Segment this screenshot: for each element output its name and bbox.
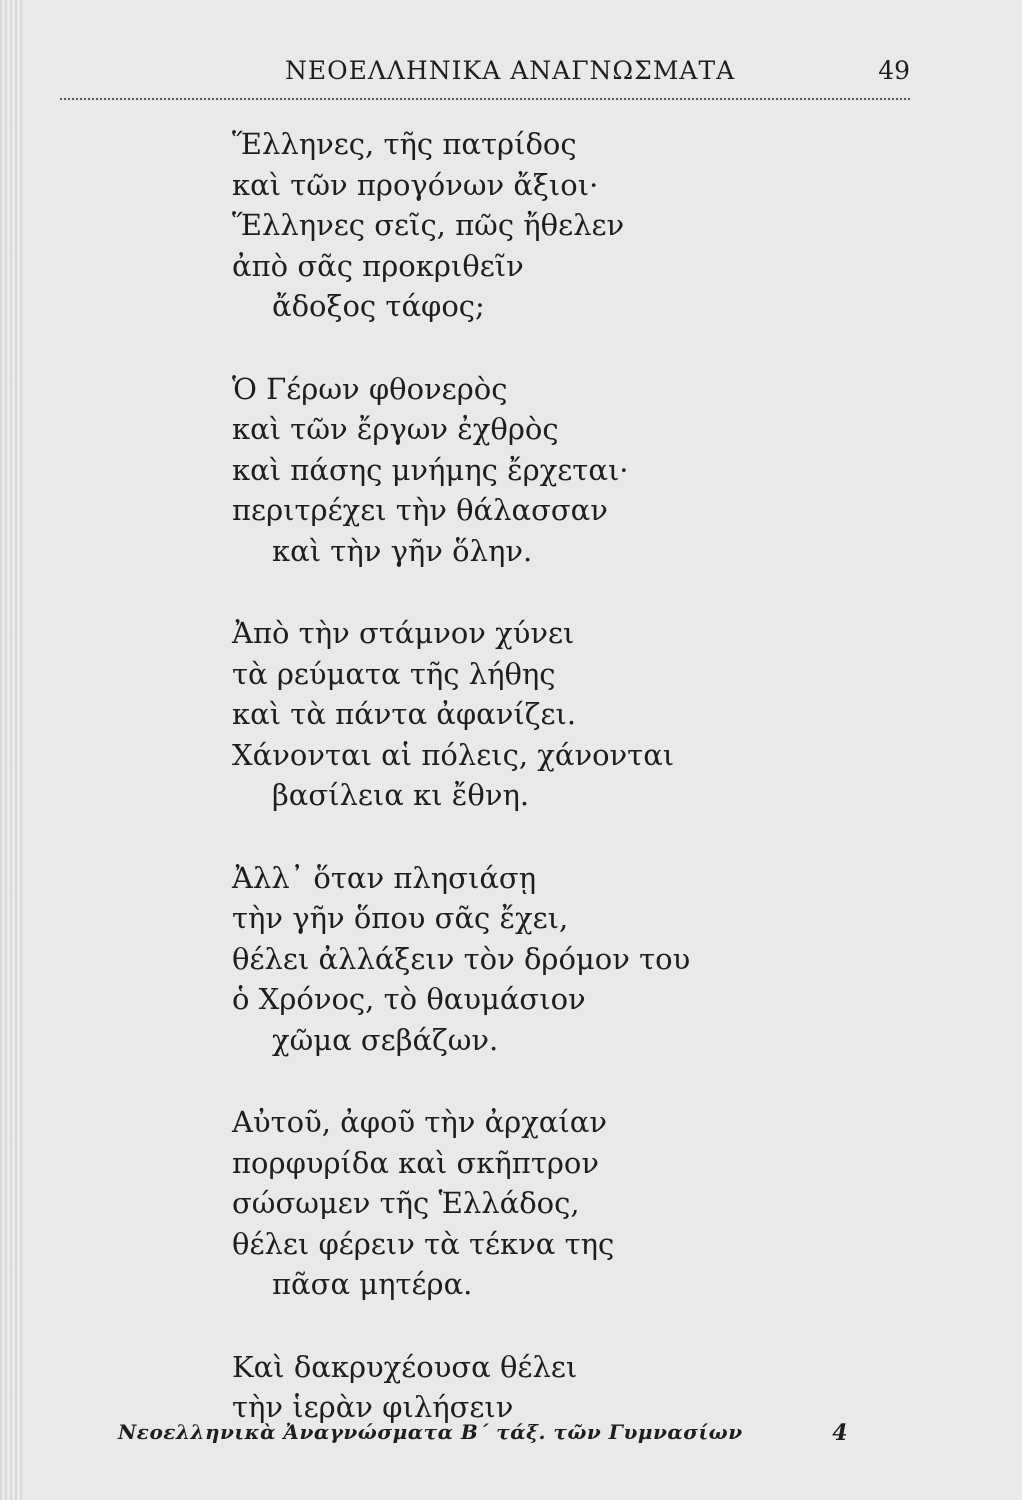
signature-mark: 4 xyxy=(832,1420,848,1446)
stanza-4 xyxy=(232,858,932,1061)
poem-line: Αὐτοῦ, ἀφοῦ τὴν ἀρχαίαν xyxy=(232,1105,607,1139)
stanza-1 xyxy=(232,124,932,327)
poem-line: θέλει φέρειν τὰ τέκνα της xyxy=(232,1226,615,1261)
poem-line: ἄδοξος τάφος; xyxy=(272,289,485,323)
poem-line: τὴν ἱερὰν φιλήσειν xyxy=(232,1390,514,1424)
header-rule xyxy=(60,98,910,100)
poem-line: πᾶσα μητέρα. xyxy=(272,1267,473,1301)
poem-line: σώσωμεν τῆς Ἑλλάδος, xyxy=(232,1186,580,1220)
poem-line: Ὁ Γέρων φθονερὸς xyxy=(232,371,508,406)
poem-line: Ἕλληνες, τῆς πατρίδος xyxy=(232,127,577,161)
poem-line: χῶμα σεβάζων. xyxy=(272,1022,499,1057)
poem xyxy=(232,124,932,1428)
poem-line: βασίλεια κι ἔθνη. xyxy=(272,778,530,812)
poem-line: καὶ τὴν γῆν ὅλην. xyxy=(272,533,533,568)
poem-line: τὴν γῆν ὅπου σᾶς ἔχει, xyxy=(232,901,569,935)
poem-line: καὶ τῶν ἔργων ἐχθρὸς xyxy=(232,412,559,446)
footer xyxy=(118,1420,848,1450)
poem-line: Ἀπὸ τὴν στάμνον χύνει xyxy=(232,616,575,650)
poem-line: Ἕλληνες σεῖς, πῶς ἤθελεν xyxy=(232,208,625,242)
footer-title: Νεοελληνικὰ Ἀναγνώσματα Β΄ τάξ. τῶν Γυμνασίων xyxy=(118,1420,743,1444)
poem-line: πορφυρίδα καὶ σκῆπτρον xyxy=(232,1145,600,1180)
poem-line: ὁ Χρόνος, τὸ θαυμάσιον xyxy=(232,982,586,1016)
poem-line: καὶ τὰ πάντα ἀφανίζει. xyxy=(232,697,577,731)
stanza-5 xyxy=(232,1102,932,1305)
stanza-2 xyxy=(232,369,932,572)
poem-line: Χάνονται αἱ πόλεις, χάνονται xyxy=(232,737,675,772)
poem-line: καὶ τῶν προγόνων ἄξιοι· xyxy=(232,167,599,202)
poem-line: περιτρέχει τὴν θάλασσαν xyxy=(232,493,608,527)
poem-line: τὰ ρεύματα τῆς λήθης xyxy=(232,656,556,691)
page-edge xyxy=(0,0,22,1500)
stanza-6 xyxy=(232,1347,932,1428)
poem-line: Ἀλλ᾿ ὅταν πλησιάσῃ xyxy=(232,860,537,895)
stanza-3 xyxy=(232,613,932,816)
page-number: 49 xyxy=(878,56,910,85)
poem-line: ἀπὸ σᾶς προκριθεῖν xyxy=(232,248,524,283)
running-header xyxy=(285,56,910,96)
poem-line: θέλει ἀλλάξειν τὸν δρόμον του xyxy=(232,941,691,976)
header-title: ΝΕΟΕΛΛΗΝΙΚΑ ΑΝΑΓΝΩΣΜΑΤΑ xyxy=(285,56,736,85)
poem-line: Καὶ δακρυχέουσα θέλει xyxy=(232,1349,578,1384)
poem-line: καὶ πάσης μνήμης ἔρχεται· xyxy=(232,452,629,487)
